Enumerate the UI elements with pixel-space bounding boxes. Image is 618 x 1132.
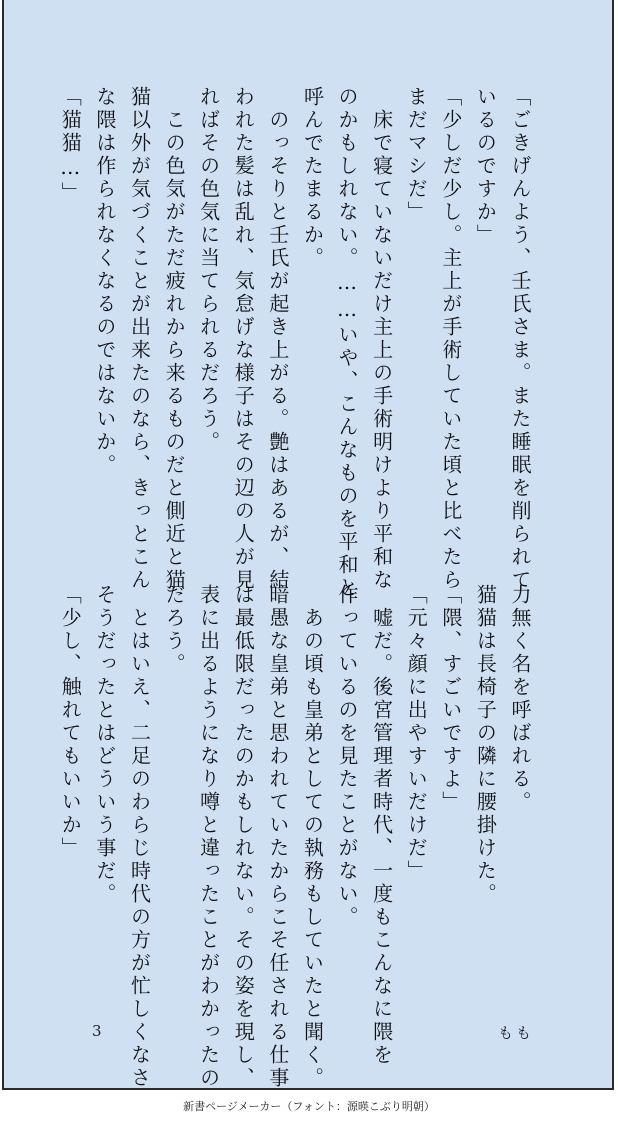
text-line: 表に出るようになり噂と違ったことがわかったの [196,584,221,1090]
generator-caption: 新書ページメーカー（フォント：源暎こぶり明朝） [183,1100,435,1113]
text-line: 作っているのを見たことがない。 [335,584,360,929]
text-line: とはいえ、二足のわらじ時代の方が忙しくなさ [127,584,152,1090]
text-line: 「元々顔に出やすいだけだ」 [404,584,429,883]
text-line: まだマシだ」 [404,86,429,224]
text-line: 床で寝ていないだけ主上の手術明けより平和な [369,86,394,592]
text-line: 「少しだ少し。主上が手術していた頃と比べたら [438,86,463,592]
text-line: 暗愚な皇弟と思われていたからこそ任される仕事 [265,584,290,1090]
text-line: のっそりと壬氏が起き上がる。艶はあるが、結 [265,86,290,592]
text-line: 力無く名を呼ばれる。 [508,584,532,814]
text-line: 「少し、触れてもいいか」 [58,584,83,860]
text-line: いるのですか」 [473,86,498,247]
text-line: な隈は作られなくなるのではないか。 [92,86,117,477]
text-line: 「ごきげんよう、壬氏さま。また睡眠を削られて [508,86,532,592]
book-page [2,0,614,1090]
text-line: 猫以外が気づくことが出来たのなら、きっとこん [127,86,152,592]
text-line: 「隈、すごいですよ」 [438,584,463,814]
author-name: もも [498,1024,535,1042]
text-line: だろう。 [162,584,187,676]
page-number: 3 [92,1022,102,1040]
text-line: この色気がただ疲れから来るものだと側近と猫 [162,86,187,592]
text-line: 嘘だ。後宮管理者時代、一度もこんなに隈を [369,584,394,1067]
text-line: そうだったとはどういう事だ。 [92,584,117,906]
text-line: 猫猫は長椅子の隣に腰掛けた。 [473,584,498,906]
text-line: は最低限だったのかもしれない。その姿を現し、 [231,584,256,1090]
text-line: 「猫猫…」 [58,86,83,205]
text-line: 呼んでたまるか。 [300,86,325,270]
text-line: あの頃も皇弟としての執務もしていたと聞く。 [300,584,325,1090]
text-line: われた髪は乱れ、気怠げな様子はその辺の人が見 [231,86,256,592]
text-line: のかもしれない。……いや、こんなものを平和と [335,86,360,600]
text-line: ればその色気に当てられるだろう。 [196,86,221,454]
upper-text-block [58,86,532,600]
